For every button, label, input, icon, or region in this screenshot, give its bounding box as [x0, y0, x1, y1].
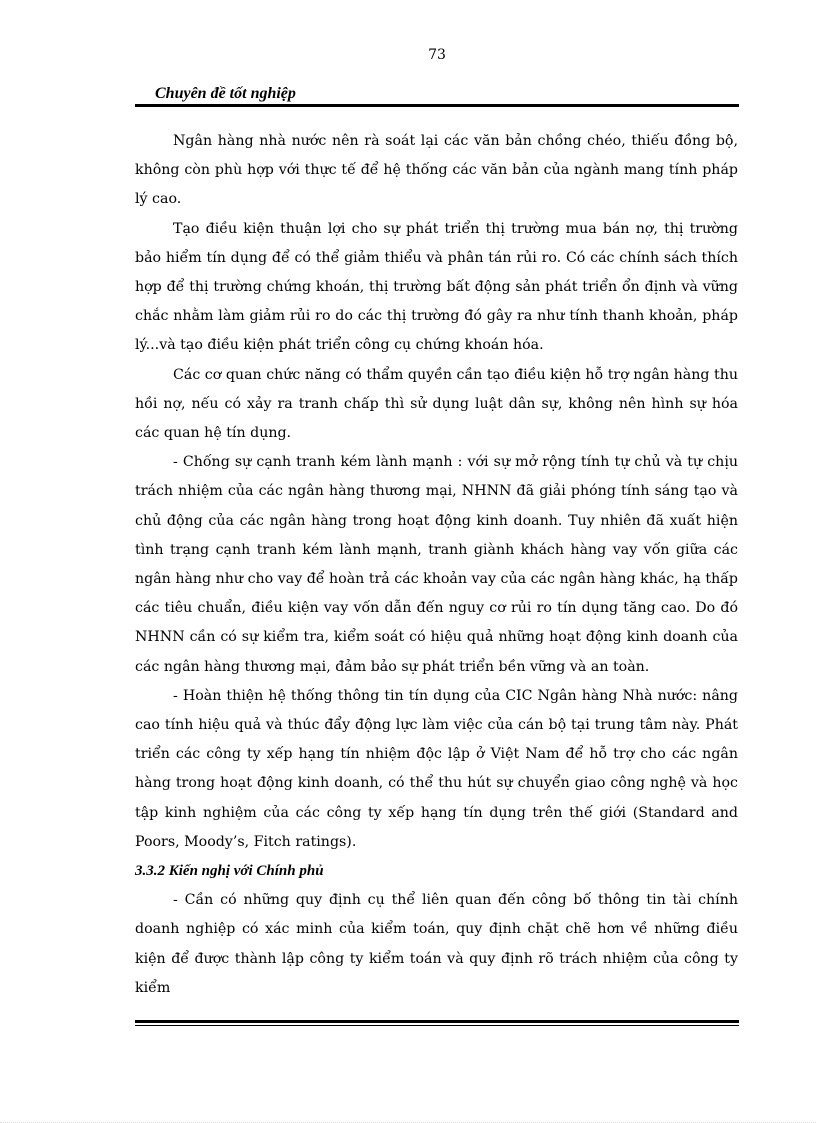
- paragraph: - Hoàn thiện hệ thống thông tin tín dụng của CIC Ngân hàng Nhà nước: nâng cao tính hiệu quả và thúc đẩy động lực làm việc của cán bộ tại trung tâm này. Phát triển các công ty xếp hạng tín nhiệm độc lập ở Việt Nam để hỗ trợ cho các ngân hàng trong hoạt động kinh doanh, có thể thu hút sự chuyển giao công nghệ và học tập kinh nghiệm của các công ty xếp hạng tín dụng trên thế giới (Standard and Poors, Moody’s, Fitch ratings).: [135, 687, 738, 850]
- footer-rule: [135, 1020, 739, 1023]
- paragraph: - Chống sự cạnh tranh kém lành mạnh : với sự mở rộng tính tự chủ và tự chịu trách nhiệm của các ngân hàng thương mại, NHNN đã giải phóng tính sáng tạo và chủ động của các ngân hàng trong hoạt động kinh doanh. Tuy nhiên đã xuất hiện tình trạng cạnh tranh kém lành mạnh, tranh giành khách hàng vay vốn giữa các ngân hàng như cho vay để hoàn trả các khoản vay của các ngân hàng khác, hạ thấp các tiêu chuẩn, điều kiện vay vốn dẫn đến nguy cơ rủi ro tín dụng tăng cao. Do đó NHNN cần có sự kiểm tra, kiểm soát có hiệu quả những hoạt động kinh doanh của các ngân hàng thương mại, đảm bảo sự phát triển bền vững và an toàn.: [135, 454, 738, 675]
- paragraph: - Cần có những quy định cụ thể liên quan đến công bố thông tin tài chính doanh nghiệp có xác minh của kiểm toán, quy định chặt chẽ hơn về những điều kiện để được thành lập công ty kiểm toán và quy định rõ trách nhiệm của công ty kiểm: [135, 892, 738, 996]
- footer-rule-thin: [135, 1025, 739, 1026]
- body-text: [135, 127, 738, 1003]
- section-heading: 3.3.2 Kiến nghị với Chính phủ: [135, 863, 324, 880]
- header-title: Chuyên đề tốt nghiệp: [155, 85, 296, 102]
- page-number: 73: [428, 47, 446, 63]
- paragraph: Các cơ quan chức năng có thẩm quyền cần tạo điều kiện hỗ trợ ngân hàng thu hồi nợ, nếu có xảy ra tranh chấp thì sử dụng luật dân sự, không nên hình sự hóa các quan hệ tín dụng.: [135, 366, 738, 442]
- header-rule: [135, 104, 739, 107]
- paragraph: Tạo điều kiện thuận lợi cho sự phát triển thị trường mua bán nợ, thị trường bảo hiểm tín dụng để có thể giảm thiểu và phân tán rủi ro. Có các chính sách thích hợp để thị trường chứng khoán, thị trường bất động sản phát triển ổn định và vững chắc nhằm làm giảm rủi ro do các thị trường đó gây ra như tính thanh khoản, pháp lý...và tạo điều kiện phát triển công cụ chứng khoán hóa.: [135, 220, 738, 354]
- paragraph: Ngân hàng nhà nước nên rà soát lại các văn bản chồng chéo, thiếu đồng bộ, không còn phù hợp với thực tế để hệ thống các văn bản của ngành mang tính pháp lý cao.: [135, 133, 738, 208]
